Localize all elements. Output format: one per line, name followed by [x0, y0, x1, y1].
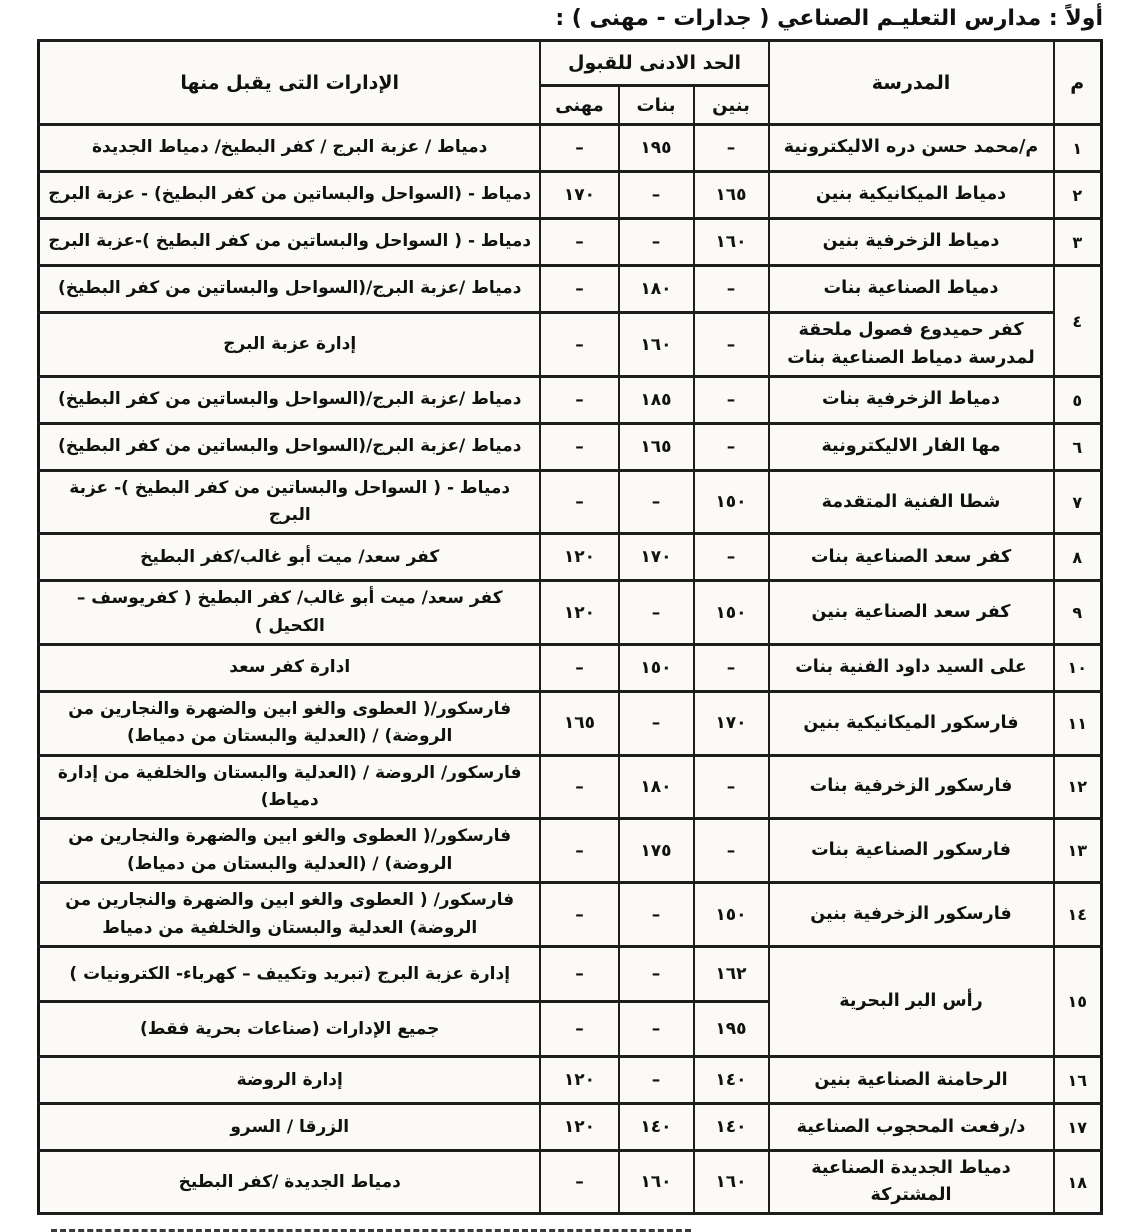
- girls-score: ١٨٠: [619, 755, 694, 818]
- row-number: ١٠: [1054, 644, 1102, 691]
- boys-score: –: [694, 125, 769, 172]
- table-row: [38, 1151, 1101, 1214]
- vocational-score: ١٧٠: [540, 172, 618, 219]
- table-row: [38, 644, 1101, 691]
- row-number: ١٤: [1054, 883, 1102, 947]
- school-name: مها الفار الاليكترونية: [769, 424, 1054, 471]
- boys-score: ١٦٠: [694, 219, 769, 266]
- header-departments: الإدارات التى يقبل منها: [38, 41, 540, 125]
- departments-cell: فارسكور/ الروضة / (العدلية والبستان والخلفية من إدارة دمياط): [38, 755, 540, 818]
- boys-score: ١٧٠: [694, 691, 769, 755]
- row-number: ٢: [1054, 172, 1102, 219]
- departments-cell: دمياط - ( السواحل والبساتين من كفر البطيخ )-عزبة البرج: [38, 219, 540, 266]
- boys-score: ١٥٠: [694, 581, 769, 644]
- departments-cell: إدارة عزبة البرج: [38, 313, 540, 377]
- girls-score: –: [619, 947, 694, 1002]
- vocational-score: –: [540, 471, 618, 534]
- vocational-score: –: [540, 219, 618, 266]
- boys-score: ١٥٠: [694, 883, 769, 947]
- girls-score: ١٨٥: [619, 377, 694, 424]
- vocational-score: –: [540, 819, 618, 883]
- header-min-acceptance: الحد الادنى للقبول: [540, 41, 768, 86]
- girls-score: ١٦٥: [619, 424, 694, 471]
- vocational-score: ١٢٠: [540, 1057, 618, 1104]
- departments-cell: ادارة كفر سعد: [38, 644, 540, 691]
- school-name: رأس البر البحرية: [769, 947, 1054, 1057]
- boys-score: –: [694, 313, 769, 377]
- girls-score: ١٧٥: [619, 819, 694, 883]
- boys-score: –: [694, 266, 769, 313]
- boys-score: –: [694, 534, 769, 581]
- vocational-score: –: [540, 424, 618, 471]
- schools-table: [37, 39, 1103, 1215]
- school-name: كفر سعد الصناعية بنين: [769, 581, 1054, 644]
- row-number: ٩: [1054, 581, 1102, 644]
- girls-score: –: [619, 1002, 694, 1057]
- table-row: [38, 377, 1101, 424]
- row-number: ١٦: [1054, 1057, 1102, 1104]
- boys-score: ١٦٥: [694, 172, 769, 219]
- vocational-score: –: [540, 947, 618, 1002]
- row-number: ١٥: [1054, 947, 1102, 1057]
- vocational-score: –: [540, 644, 618, 691]
- school-name: دمياط الزخرفية بنات: [769, 377, 1054, 424]
- departments-cell: دمياط - (السواحل والبساتين من كفر البطيخ) - عزبة البرج: [38, 172, 540, 219]
- school-name: فارسكور الصناعية بنات: [769, 819, 1054, 883]
- table-row: [38, 424, 1101, 471]
- table-header: [38, 41, 1101, 125]
- school-name: دمياط الجديدة الصناعية المشتركة: [769, 1151, 1054, 1214]
- vocational-score: –: [540, 883, 618, 947]
- girls-score: –: [619, 691, 694, 755]
- school-name: م/محمد حسن دره الاليكترونية: [769, 125, 1054, 172]
- table-row: [38, 219, 1101, 266]
- table-row: [38, 313, 1101, 377]
- vocational-score: –: [540, 313, 618, 377]
- table-row: [38, 266, 1101, 313]
- departments-cell: دمياط /عزبة البرج/(السواحل والبساتين من كفر البطيخ): [38, 377, 540, 424]
- table-row: [38, 471, 1101, 534]
- header-girls: بنات: [619, 86, 694, 125]
- school-name: الرحامنة الصناعية بنين: [769, 1057, 1054, 1104]
- vocational-score: –: [540, 266, 618, 313]
- girls-score: ١٤٠: [619, 1104, 694, 1151]
- header-boys: بنين: [694, 86, 769, 125]
- school-name: د/رفعت المحجوب الصناعية: [769, 1104, 1054, 1151]
- departments-cell: كفر سعد/ ميت أبو غالب/كفر البطيخ: [38, 534, 540, 581]
- girls-score: ١٩٥: [619, 125, 694, 172]
- school-name: كفر سعد الصناعية بنات: [769, 534, 1054, 581]
- row-number: ٤: [1054, 266, 1102, 377]
- departments-cell: جميع الإدارات (صناعات بحرية فقط): [38, 1002, 540, 1057]
- girls-score: –: [619, 1057, 694, 1104]
- girls-score: ١٨٠: [619, 266, 694, 313]
- girls-score: ١٦٠: [619, 1151, 694, 1214]
- table-row: [38, 883, 1101, 947]
- school-name: كفر حميدوع فصول ملحقة لمدرسة دمياط الصناعية بنات: [769, 313, 1054, 377]
- boys-score: ١٦٢: [694, 947, 769, 1002]
- girls-score: –: [619, 581, 694, 644]
- girls-score: –: [619, 172, 694, 219]
- school-name: دمياط الصناعية بنات: [769, 266, 1054, 313]
- girls-score: ١٥٠: [619, 644, 694, 691]
- girls-score: –: [619, 471, 694, 534]
- boys-score: –: [694, 424, 769, 471]
- departments-cell: كفر سعد/ ميت أبو غالب/ كفر البطيخ ( كفريوسف – الكحيل ): [38, 581, 540, 644]
- departments-cell: دمياط - ( السواحل والبساتين من كفر البطيخ )- عزبة البرج: [38, 471, 540, 534]
- vocational-score: –: [540, 755, 618, 818]
- girls-score: –: [619, 219, 694, 266]
- boys-score: –: [694, 644, 769, 691]
- departments-cell: إدارة عزبة البرج (تبريد وتكييف – كهرباء- الكترونيات ): [38, 947, 540, 1002]
- departments-cell: فارسكور/ ( العطوى والغو ابين والضهرة والنجارين من الروضة) العدلية والبستان والخلفية من دمياط: [38, 883, 540, 947]
- girls-score: –: [619, 883, 694, 947]
- table-row: [38, 947, 1101, 1002]
- school-name: شطا الفنية المتقدمة: [769, 471, 1054, 534]
- boys-score: ١٥٠: [694, 471, 769, 534]
- vocational-score: –: [540, 377, 618, 424]
- departments-cell: فارسكور/( العطوى والغو ابين والضهرة والنجارين من الروضة) / (العدلية والبستان من دمياط): [38, 819, 540, 883]
- row-number: ٦: [1054, 424, 1102, 471]
- table-row: [38, 125, 1101, 172]
- boys-score: –: [694, 819, 769, 883]
- departments-cell: دمياط / عزبة البرج / كفر البطيخ/ دمياط الجديدة: [38, 125, 540, 172]
- boys-score: –: [694, 377, 769, 424]
- vocational-score: –: [540, 1002, 618, 1057]
- vocational-score: ١٢٠: [540, 534, 618, 581]
- vocational-score: ١٢٠: [540, 581, 618, 644]
- vocational-score: –: [540, 1151, 618, 1214]
- departments-cell: دمياط /عزبة البرج/(السواحل والبساتين من كفر البطيخ): [38, 266, 540, 313]
- row-number: ٣: [1054, 219, 1102, 266]
- header-school: المدرسة: [769, 41, 1054, 125]
- table-row: [38, 1057, 1101, 1104]
- boys-score: ١٤٠: [694, 1104, 769, 1151]
- table-row: [38, 755, 1101, 818]
- table-row: [38, 534, 1101, 581]
- school-name: فارسكور الميكانيكية بنين: [769, 691, 1054, 755]
- departments-cell: إدارة الروضة: [38, 1057, 540, 1104]
- row-number: ١٢: [1054, 755, 1102, 818]
- row-number: ٨: [1054, 534, 1102, 581]
- departments-cell: دمياط الجديدة /كفر البطيخ: [38, 1151, 540, 1214]
- departments-cell: دمياط /عزبة البرج/(السواحل والبساتين من كفر البطيخ): [38, 424, 540, 471]
- school-name: دمياط الميكانيكية بنين: [769, 172, 1054, 219]
- departments-cell: الزرقا / السرو: [38, 1104, 540, 1151]
- table-row: [38, 819, 1101, 883]
- row-number: ١١: [1054, 691, 1102, 755]
- school-name: دمياط الزخرفية بنين: [769, 219, 1054, 266]
- page-title: أولاً : مدارس التعليـم الصناعي ( جدارات - مهنى ) :: [555, 6, 1103, 31]
- table-row: [38, 1104, 1101, 1151]
- table-row: [38, 691, 1101, 755]
- departments-cell: فارسكور/( العطوى والغو ابين والضهرة والنجارين من الروضة) / (العدلية والبستان من دمياط): [38, 691, 540, 755]
- row-number: ٧: [1054, 471, 1102, 534]
- school-name: فارسكور الزخرفية بنين: [769, 883, 1054, 947]
- header-vocational: مهنى: [540, 86, 618, 125]
- vocational-score: –: [540, 125, 618, 172]
- boys-score: ١٩٥: [694, 1002, 769, 1057]
- row-number: ١: [1054, 125, 1102, 172]
- boys-score: ١٦٠: [694, 1151, 769, 1214]
- boys-score: ١٤٠: [694, 1057, 769, 1104]
- row-number: ١٨: [1054, 1151, 1102, 1214]
- vocational-score: ١٢٠: [540, 1104, 618, 1151]
- row-number: ١٧: [1054, 1104, 1102, 1151]
- boys-score: –: [694, 755, 769, 818]
- girls-score: ١٦٠: [619, 313, 694, 377]
- school-name: فارسكور الزخرفية بنات: [769, 755, 1054, 818]
- table-row: [38, 172, 1101, 219]
- row-number: ١٣: [1054, 819, 1102, 883]
- school-name: على السيد داود الفنية بنات: [769, 644, 1054, 691]
- table-row: [38, 581, 1101, 644]
- girls-score: ١٧٠: [619, 534, 694, 581]
- row-number: ٥: [1054, 377, 1102, 424]
- vocational-score: ١٦٥: [540, 691, 618, 755]
- header-num: م: [1054, 41, 1102, 125]
